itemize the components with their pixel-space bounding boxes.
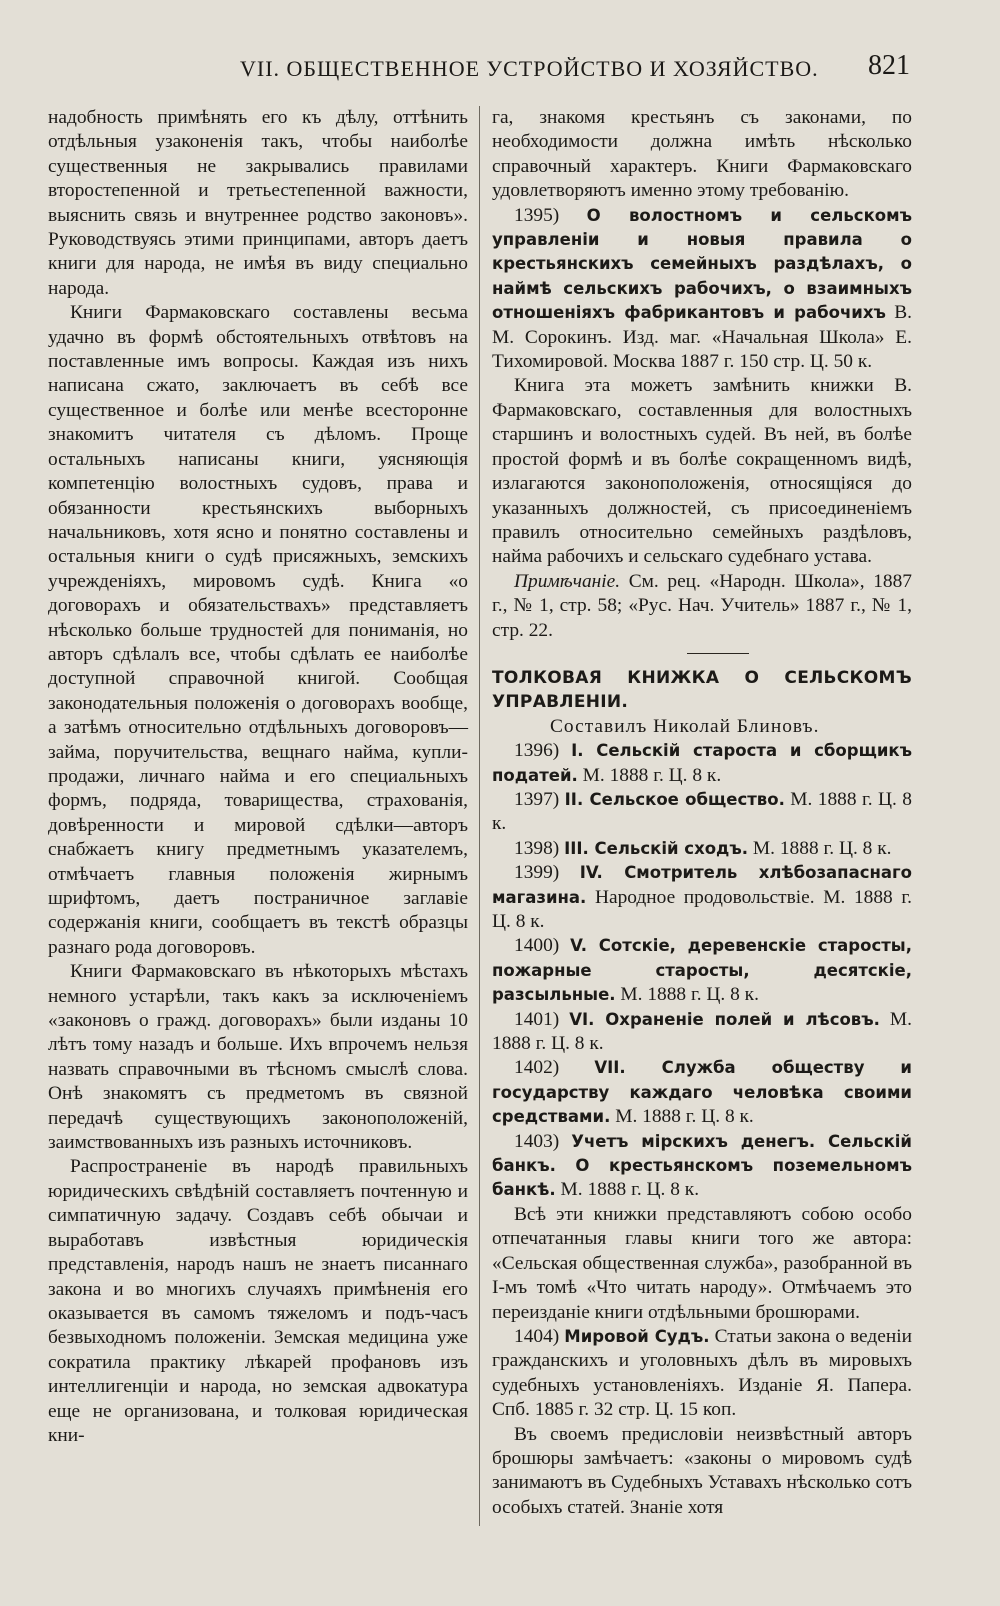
entry-number: 1404) (514, 1325, 560, 1347)
entry-number: 1398) (514, 837, 560, 859)
catalog-entry-1398 (492, 837, 912, 861)
catalog-entry-1402 (492, 1056, 912, 1129)
left-column (48, 106, 468, 1448)
entry-details: М. 1888 г. Ц. 8 к. (582, 764, 722, 786)
note (492, 570, 912, 643)
catalog-entry-1403 (492, 1130, 912, 1203)
entry-title: Учетъ мірскихъ денегъ. Сельскій банкъ. О крестьянскомъ поземельномъ банкѣ. (492, 1131, 912, 1200)
paragraph: Всѣ эти книжки представляютъ собою особо отпечатанныя главы книги того же автора: «Сельская общественная служба», разобранной въ І-мъ томѣ «Что читать народу». Отмѣчаемъ это переизданіе книги отдѣльными брошюрами. (492, 1203, 912, 1323)
section-author: Составилъ Николай Блиновъ. (550, 715, 820, 737)
section-title: ТОЛКОВАЯ КНИЖКА О СЕЛЬСКОМЪ УПРАВЛЕНІИ. (492, 667, 912, 713)
entry-title: VII. Служба обществу и государству каждаго человѣка своими средствами. (492, 1058, 912, 1127)
paragraph: Книга эта можетъ замѣнить книжки В. Фармаковскаго, составленныя для волостныхъ старшинъ и волостныхъ судей. Въ ней, въ болѣе простой формѣ и въ болѣе сокращенномъ видѣ, излагаются законоположенія, относящіяся до указанныхъ должностей, съ присоединеніемъ правилъ относительно семейныхъ раздѣловъ, найма рабочихъ и сельскаго судебнаго устава. (492, 375, 912, 568)
entry-title: II. Сельское общество. (564, 789, 785, 809)
entry-details: М. 1888 г. Ц. 8 к. (560, 1179, 700, 1201)
right-column (492, 106, 912, 1520)
note-label: Примѣчаніе. (514, 570, 621, 592)
running-head: VII. ОБЩЕСТВЕННОЕ УСТРОЙСТВО И ХОЗЯЙСТВО. (240, 56, 819, 81)
entry-title: V. Сотскіе, деревенскіе старосты, пожарные старосты, десятскіе, разсыльные. (492, 936, 912, 1005)
paragraph: га, знакомя крестьянъ съ законами, по необходимости должна имѣть нѣсколько справочный характеръ. Книги Фармаковскаго удовлетворяютъ именно этому требованію. (492, 107, 912, 202)
page-number: 821 (868, 50, 910, 81)
entry-title: VI. Охраненіе полей и лѣсовъ. (569, 1009, 880, 1029)
entry-number: 1403) (514, 1130, 560, 1152)
page-header (240, 50, 910, 90)
entry-number: 1395) (514, 204, 560, 226)
entry-details: В. М. Сорокинъ. Изд. маг. «Начальная Школа» Е. Тихомировой. Москва 1887 г. 150 стр. Ц. 50 к. (492, 302, 912, 373)
note-text: См. рец. «Народн. Школа», 1887 г., № 1, стр. 58; «Рус. Нач. Учитель» 1887 г., № 1, стр. 22. (492, 570, 912, 641)
entry-number: 1399) (514, 862, 560, 884)
entry-number: 1397) (514, 788, 560, 810)
catalog-entry-1396 (492, 739, 912, 788)
catalog-entry-1400 (492, 934, 912, 1007)
entry-details: М. 1888 г. Ц. 8 к. (752, 837, 892, 859)
catalog-entry-1404 (492, 1325, 912, 1423)
paragraph: Книги Фармаковскаго въ нѣкоторыхъ мѣстахъ немного устарѣли, такъ какъ за исключеніемъ «законовъ о гражд. договорахъ» были изданы 10 лѣтъ тому назадъ и больше. Ихъ впрочемъ нельзя назвать справочными въ тѣсномъ смыслѣ слова. Онѣ знакомятъ съ предметомъ въ связной передачѣ существующихъ законоположеній, заимствованныхъ изъ разныхъ источниковъ. (48, 961, 468, 1154)
entry-title: I. Сельскій староста и сборщикъ податей. (492, 741, 912, 785)
paragraph: Книги Фармаковскаго составлены весьма удачно въ формѣ обстоятельныхъ отвѣтовъ на поставленные имъ вопросы. Каждая изъ нихъ написана сжато, заключаетъ въ себѣ все существенное и болѣе или менѣе всесторонне знакомитъ читателя съ дѣломъ. Проще остальныхъ написаны книги, уясняющія компетенцію волостныхъ судовъ, права и обязанности крестьянскихъ выборныхъ начальниковъ, хотя ясно и понятно составлены и остальныя книги о судѣ присяжныхъ, земскихъ учрежденіяхъ, мировомъ судѣ. Книга «о договорахъ и обязательствахъ» представляетъ нѣсколько больше трудностей для пониманія, но авторъ сдѣлалъ все, чтобы сдѣлать ее наиболѣе доступной справочной книгой. Сообщая законодательныя положенія о договорахъ вообще, а затѣмъ относительно отдѣльныхъ договоровъ—займа, поручительства, вещнаго найма, купли-продажи, личнаго найма и его специальныхъ формъ, подряда, товарищества, страхованія, довѣренности и мировой сдѣлки—авторъ снабжаетъ книгу предметнымъ указателемъ, отмѣчаетъ главныя положенія жирнымъ шрифтомъ, даетъ постраничное заглавіе содержанія книги, сообщаетъ въ текстѣ образцы разнаго рода договоровъ. (48, 302, 468, 958)
paragraph: Распространеніе въ народѣ правильныхъ юридическихъ свѣдѣній составляетъ почтенную и симпатичную задачу. Создавъ себѣ обычаи и выработавъ извѣстныя юридическія представленія, народъ нашъ не знаетъ писаннаго закона и во многихъ случаяхъ примѣненія его оказывается въ самомъ тяжеломъ и подъ-часъ безвыходномъ положеніи. Земская медицина уже сократила практику лѣкарей профановъ изъ интеллигенціи и народа, но земская адвокатура еще не организована, и толковая юридическая кни- (48, 1156, 468, 1446)
paragraph: Въ своемъ предисловіи неизвѣстный авторъ брошюры замѣчаетъ: «законы о мировомъ судѣ занимаютъ въ Судебныхъ Уставахъ нѣсколько сотъ особыхъ статей. Знаніе хотя (492, 1423, 912, 1518)
catalog-entry-1397 (492, 788, 912, 837)
catalog-entry-1401 (492, 1008, 912, 1057)
entry-number: 1400) (514, 935, 560, 957)
entry-number: 1402) (514, 1057, 560, 1079)
column-divider (479, 106, 480, 1526)
entry-title: О волостномъ и сельскомъ управленіи и новыя правила о крестьянскихъ семейныхъ раздѣлахъ, о наймѣ сельскихъ рабочихъ, о взаимныхъ отношеніяхъ фабрикантовъ и рабочихъ (492, 205, 912, 323)
entry-details: М. 1888 г. Ц. 8 к. (615, 1106, 754, 1128)
entry-title: Мировой Судъ. (564, 1326, 710, 1346)
entry-details: Народное продовольствіе. М. 1888 г. Ц. 8 к. (492, 886, 912, 932)
entry-number: 1396) (514, 740, 560, 762)
section-separator (687, 653, 749, 654)
entry-details: Статьи закона о веденіи гражданскихъ и уголовныхъ дѣлъ въ мировыхъ судебныхъ установленіяхъ. Изданіе Я. Папера. Спб. 1885 г. 32 стр. Ц. 15 коп. (492, 1325, 912, 1421)
entry-details: М. 1888 г. Ц. 8 к. (492, 1008, 912, 1055)
entry-details: М. 1888 г. Ц. 8 к. (620, 984, 759, 1006)
entry-details: М. 1888 г. Ц. 8 к. (492, 788, 912, 835)
entry-title: IV. Смотритель хлѣбозапаснаго магазина. (492, 863, 912, 907)
catalog-entry-1399 (492, 861, 912, 934)
catalog-entry-1395 (492, 204, 912, 375)
entry-number: 1401) (514, 1008, 560, 1030)
paragraph: надобность примѣнять его къ дѣлу, оттѣнить отдѣльныя узаконенія такъ, чтобы наиболѣе существенныя не закрывались правилами второстепенной и третьестепенной важности, выяснить связь и внутреннее родство законовъ». Руководствуясь этими принципами, авторъ даетъ книги для народа, не имѣя въ виду специально народа. (48, 107, 468, 299)
entry-title: III. Сельскій сходъ. (564, 838, 749, 858)
